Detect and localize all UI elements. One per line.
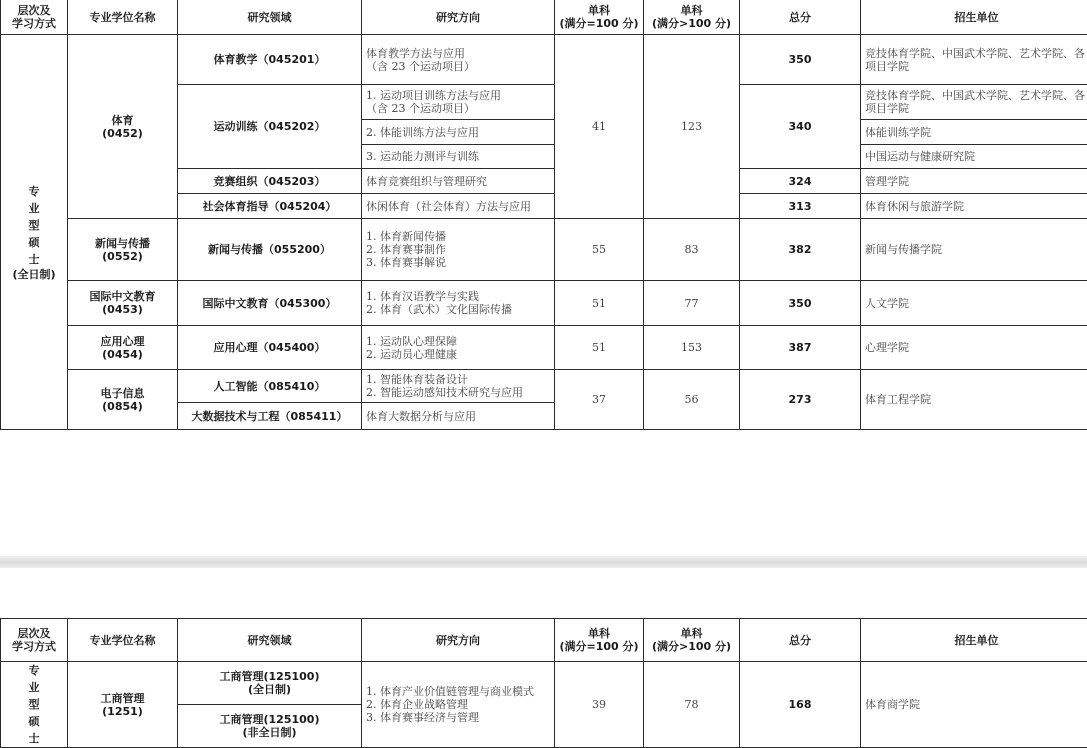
table-row [1,326,1087,370]
unit-cell: 体育商学院 [861,662,1087,748]
unit-cell: 体育休闲与旅游学院 [861,194,1087,219]
direction-cell: 3. 运动能力测评与训练 [362,145,555,169]
score-single-gt100: 77 [644,281,740,326]
header-level: 层次及 学习方式 [1,619,68,662]
unit-cell: 管理学院 [861,169,1087,194]
score-single-gt100: 123 [644,35,740,219]
level-cell [1,35,68,430]
header-direction: 研究方向 [362,0,555,35]
header-single-100: 单科 (满分=100 分) [555,0,644,35]
header-row [1,619,1087,662]
level-note: (全日制) [12,268,55,281]
direction-cell: 休闲体育（社会体育）方法与应用 [362,194,555,219]
major-intl: 国际中文教育 (0453) [68,281,178,326]
total-score: 382 [740,219,861,281]
total-score: 168 [740,662,861,748]
total-score: 350 [740,281,861,326]
score-single-100: 51 [555,281,644,326]
header-single-gt100: 单科 (满分>100 分) [644,619,740,662]
field-bigdata: 大数据技术与工程（085411） [178,403,362,430]
field-competition: 竞赛组织（045203） [178,169,362,194]
unit-cell: 竞技体育学院、中国武术学院、艺术学院、各项目学院 [861,35,1087,85]
total-score: 340 [740,85,861,169]
direction-cell: 1. 运动项目训练方法与应用 （含 23 个运动项目） [362,85,555,120]
field-pe-teaching: 体育教学（045201） [178,35,362,85]
direction-cell: 1. 运动队心理保障 2. 运动员心理健康 [362,326,555,370]
total-score: 387 [740,326,861,370]
field-mba-parttime: 工商管理(125100) (非全日制) [178,705,362,748]
header-field: 研究领域 [178,0,362,35]
major-pe: 体育 (0452) [68,35,178,219]
direction-cell: 1. 智能体育装备设计 2. 智能运动感知技术研究与应用 [362,370,555,403]
header-total: 总分 [740,619,861,662]
score-single-gt100: 78 [644,662,740,748]
table-row [1,35,1087,85]
table-row [1,370,1087,403]
total-score: 324 [740,169,861,194]
table-row [1,219,1087,281]
field-training: 运动训练（045202） [178,85,362,169]
direction-cell: 2. 体能训练方法与应用 [362,120,555,145]
header-field: 研究领域 [178,619,362,662]
level-text: 专业型硕士 [28,662,40,747]
major-ei: 电子信息 (0854) [68,370,178,430]
score-single-gt100: 153 [644,326,740,370]
unit-cell: 体能训练学院 [861,120,1087,145]
direction-cell: 1. 体育汉语教学与实践 2. 体育（武术）文化国际传播 [362,281,555,326]
table-row [1,662,1087,705]
header-major: 专业学位名称 [68,619,178,662]
unit-cell: 心理学院 [861,326,1087,370]
field-social-sport: 社会体育指导（045204） [178,194,362,219]
field-psy: 应用心理（045400） [178,326,362,370]
unit-cell: 体育工程学院 [861,370,1087,430]
header-unit: 招生单位 [861,0,1087,35]
field-news: 新闻与传播（055200） [178,219,362,281]
score-single-gt100: 83 [644,219,740,281]
unit-cell: 人文学院 [861,281,1087,326]
direction-cell: 体育大数据分析与应用 [362,403,555,430]
total-score: 350 [740,35,861,85]
header-single-gt100: 单科 (满分>100 分) [644,0,740,35]
unit-cell: 竞技体育学院、中国武术学院、艺术学院、各项目学院 [861,85,1087,120]
score-single-100: 55 [555,219,644,281]
level-cell [1,662,68,748]
major-psy: 应用心理 (0454) [68,326,178,370]
direction-cell: 体育竞赛组织与管理研究 [362,169,555,194]
header-level: 层次及 学习方式 [1,0,68,35]
header-total: 总分 [740,0,861,35]
score-single-gt100: 56 [644,370,740,430]
major-news: 新闻与传播 (0552) [68,219,178,281]
admission-table-bottom [0,618,1087,748]
page-separator [0,556,1087,568]
score-single-100: 39 [555,662,644,748]
major-business: 工商管理 (1251) [68,662,178,748]
total-score: 313 [740,194,861,219]
total-score: 273 [740,370,861,430]
direction-cell: 1. 体育新闻传播 2. 体育赛事制作 3. 体育赛事解说 [362,219,555,281]
header-direction: 研究方向 [362,619,555,662]
table-row [1,281,1087,326]
field-mba-fulltime: 工商管理(125100) (全日制) [178,662,362,705]
field-ai: 人工智能（085410） [178,370,362,403]
level-text: 专业型硕士 [28,183,40,268]
direction-cell: 体育教学方法与应用 （含 23 个运动项目） [362,35,555,85]
header-unit: 招生单位 [861,619,1087,662]
direction-cell: 1. 体育产业价值链管理与商业模式 2. 体育企业战略管理 3. 体育赛事经济与管理 [362,662,555,748]
header-major: 专业学位名称 [68,0,178,35]
field-intl: 国际中文教育（045300） [178,281,362,326]
unit-cell: 新闻与传播学院 [861,219,1087,281]
score-single-100: 51 [555,326,644,370]
score-single-100: 41 [555,35,644,219]
header-single-100: 单科 (满分=100 分) [555,619,644,662]
unit-cell: 中国运动与健康研究院 [861,145,1087,169]
score-single-100: 37 [555,370,644,430]
header-row [1,0,1087,35]
